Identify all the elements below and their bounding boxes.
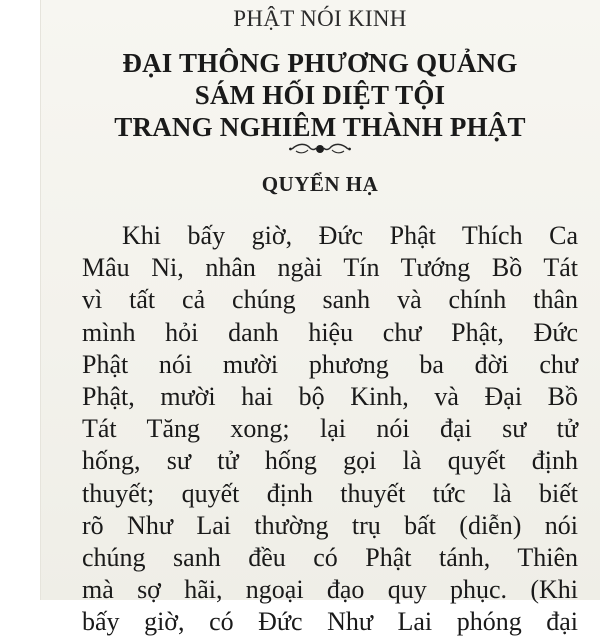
pre-title: PHẬT NÓI KINH <box>233 6 407 31</box>
floral-divider-icon <box>40 141 600 157</box>
text-line: mình hỏi danh hiệu chư Phật, Đức <box>82 317 578 347</box>
text-line: bấy giờ, có Đức Như Lai phóng đại <box>82 607 578 637</box>
title-line-2: SÁM HỐI DIỆT TỘI <box>194 80 446 110</box>
text-line: rõ Như Lai thường trụ bất (diễn) nói <box>82 510 578 540</box>
scripture-paragraph <box>82 220 578 639</box>
title-line-3: TRANG NGHIÊM THÀNH PHẬT <box>114 112 526 142</box>
text-line: Tát Tăng xong; lại nói đại sư tử <box>82 414 578 444</box>
volume-title: QUYỂN HẠ <box>261 172 379 196</box>
text-line: mà sợ hãi, ngoại đạo quy phục. (Khi <box>82 575 578 605</box>
text-line: thuyết; quyết định thuyết tức là biết <box>82 478 578 508</box>
text-line: Mâu Ni, nhân ngài Tín Tướng Bồ Tát <box>82 253 578 283</box>
book-page <box>40 0 600 637</box>
text-line: hống, sư tử hống gọi là quyết định <box>82 446 578 476</box>
text-line: vì tất cả chúng sanh và chính thân <box>82 285 578 315</box>
title-line-1: ĐẠI THÔNG PHƯƠNG QUẢNG <box>122 48 518 78</box>
text-line: chúng sanh đều có Phật tánh, Thiên <box>82 543 578 573</box>
text-line: Phật nói mười phương ba đời chư <box>82 349 578 379</box>
text-line: Phật, mười hai bộ Kinh, và Đại Bồ <box>82 382 578 412</box>
text-line: Khi bấy giờ, Đức Phật Thích Ca <box>122 221 578 250</box>
